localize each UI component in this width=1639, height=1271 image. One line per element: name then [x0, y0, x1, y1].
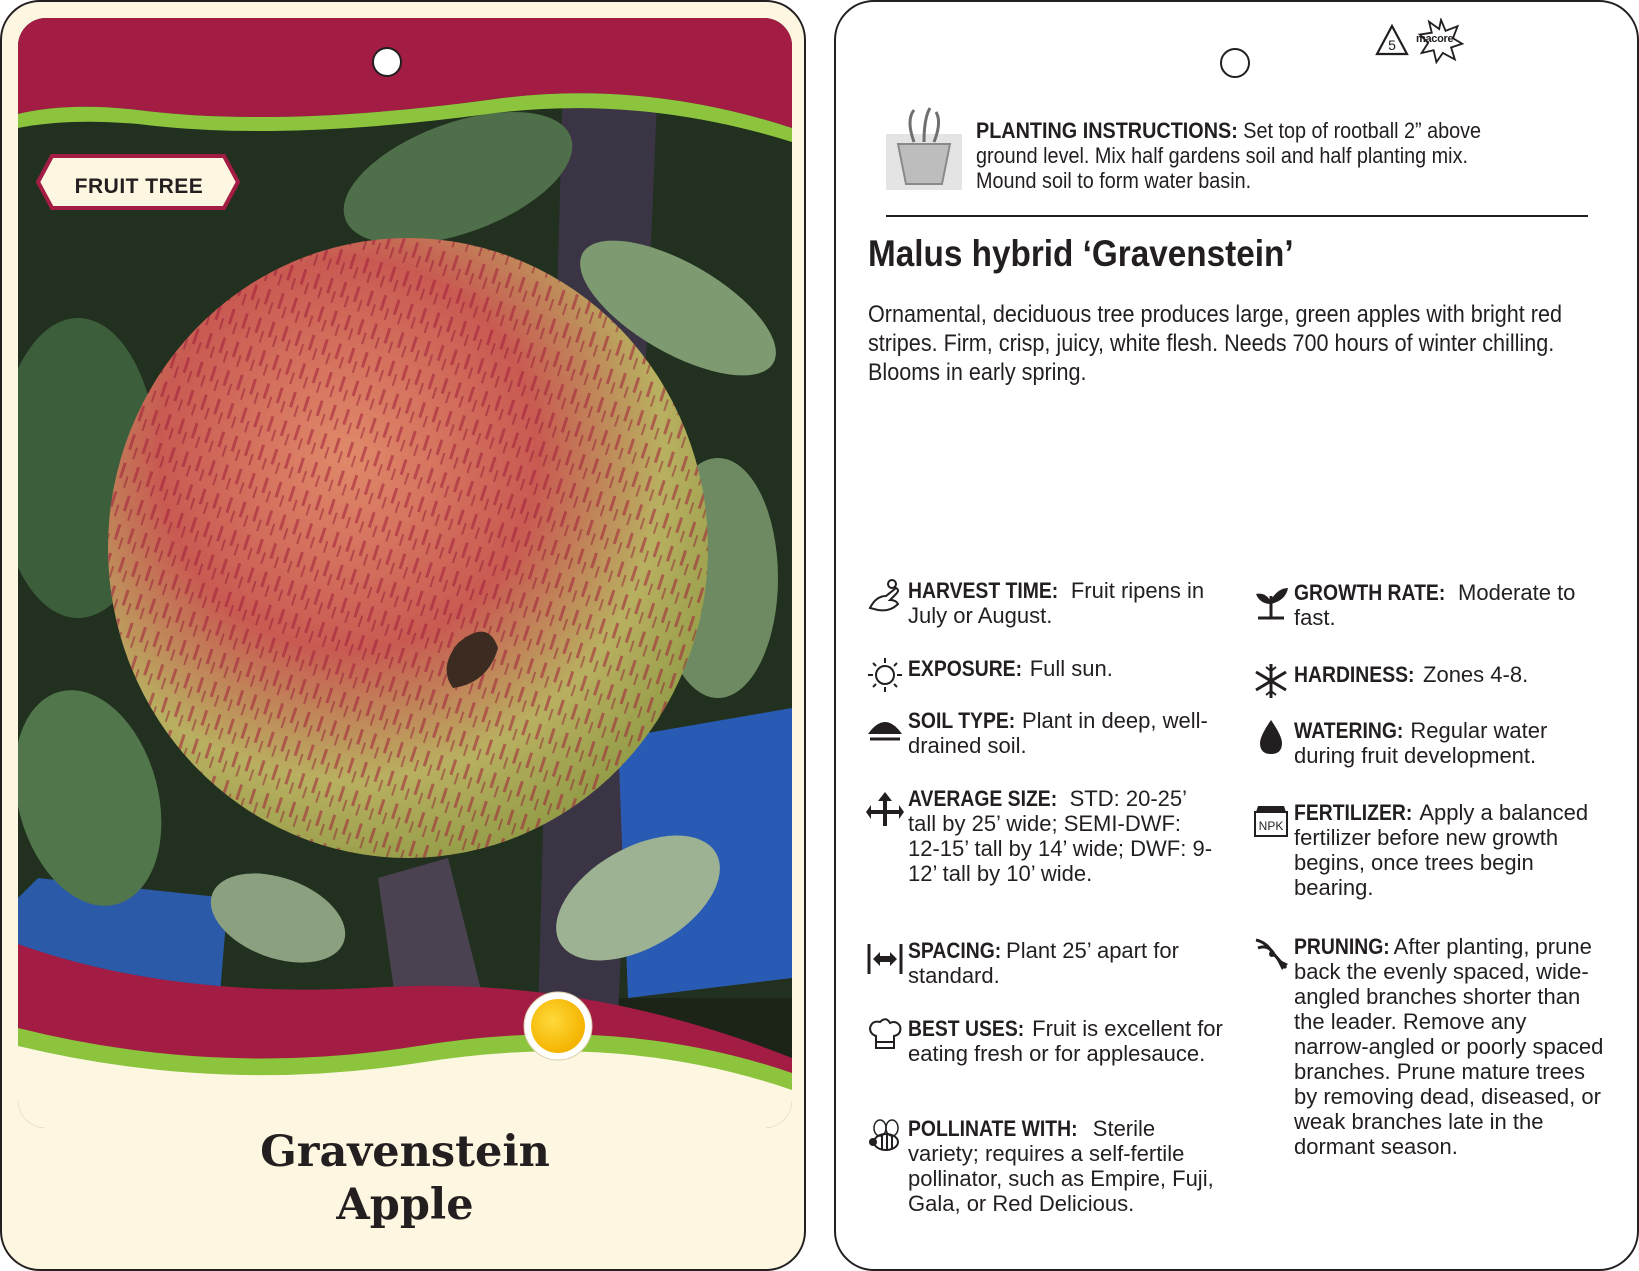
macore-label: macore [1416, 33, 1454, 45]
attr-exposure: EXPOSURE: Full sun. [908, 656, 1113, 681]
plant-name-line1: Gravenstein [260, 1127, 550, 1177]
attr-pollinate-with: POLLINATE WITH: Sterile variety; requires a self-fertile pollinator, such as Empire, Fuji, Gala, or Red Delicious. [908, 1116, 1214, 1216]
attr-average-size: AVERAGE SIZE: STD: 20-25’ tall by 25’ wide; SEMI-DWF: 12-15’ tall by 14’ wide; DWF: 9-12’ tall by 10’ wide. [908, 786, 1213, 886]
attr-soil-type: SOIL TYPE: Plant in deep, well-drained soil. [908, 708, 1208, 758]
attr-pruning: PRUNING: After planting, prune back the evenly spaced, wide-angled branches shorter than the leader. Remove any narrow-angled or poorly spaced branches. Prune mature trees by removing dead, diseased, or weak branches late in the dormant season. [1294, 934, 1604, 1159]
planting-text: Set top of rootball 2” above ground level. Mix half gardens soil and half planting mix. Mound soil to form water basin. [976, 118, 1482, 193]
size-arrows-icon [866, 790, 904, 828]
botanical-name: Malus hybrid ‘Gravenstein’ [868, 233, 1294, 274]
sprout-icon [1252, 582, 1290, 620]
attr-watering: WATERING: Regular water during fruit development. [1294, 718, 1548, 768]
attr-fertilizer: FERTILIZER: Apply a balanced fertilizer before new growth begins, once trees begin bearing. [1294, 800, 1589, 900]
attr-growth-rate: GROWTH RATE: Moderate to fast. [1294, 580, 1576, 630]
recycle-5-icon [1372, 22, 1412, 62]
snowflake-icon [1252, 662, 1290, 700]
front-tag [0, 0, 806, 1271]
attr-spacing: SPACING: Plant 25’ apart for standard. [908, 938, 1179, 988]
plant-name-line2: Apple [336, 1180, 474, 1230]
soil-mound-icon [866, 708, 904, 746]
attr-best-uses: BEST USES: Fruit is excellent for eating fresh or for applesauce. [908, 1016, 1223, 1066]
sun-icon [866, 656, 904, 694]
full-sun-icon [522, 990, 594, 1062]
hang-hole [372, 47, 402, 77]
category-badge: FRUIT TREE [74, 175, 204, 198]
hang-hole [1220, 48, 1250, 78]
svg-text:5: 5 [1388, 37, 1396, 53]
spacing-arrows-icon [866, 940, 904, 978]
attr-harvest-time: HARVEST TIME: Fruit ripens in July or August. [908, 578, 1205, 628]
divider [886, 215, 1588, 217]
planting-instructions [976, 118, 1516, 193]
npk-label: NPK [1258, 819, 1284, 833]
water-drop-icon [1252, 718, 1290, 756]
harvest-hand-icon [866, 578, 904, 616]
chef-hat-icon [866, 1014, 904, 1052]
npk-fertilizer-icon [1252, 802, 1290, 840]
planting-label: PLANTING INSTRUCTIONS: [976, 118, 1238, 143]
plant-description: Ornamental, deciduous tree produces large, green apples with bright red stripes. Firm, crisp, juicy, white flesh. Needs 700 hours of winter chilling. Blooms in early spring. [868, 301, 1563, 386]
pruning-shears-icon [1252, 934, 1290, 972]
bee-icon [866, 1118, 904, 1156]
attr-hardiness: HARDINESS: Zones 4-8. [1294, 662, 1529, 687]
planting-pot-icon [884, 104, 964, 194]
